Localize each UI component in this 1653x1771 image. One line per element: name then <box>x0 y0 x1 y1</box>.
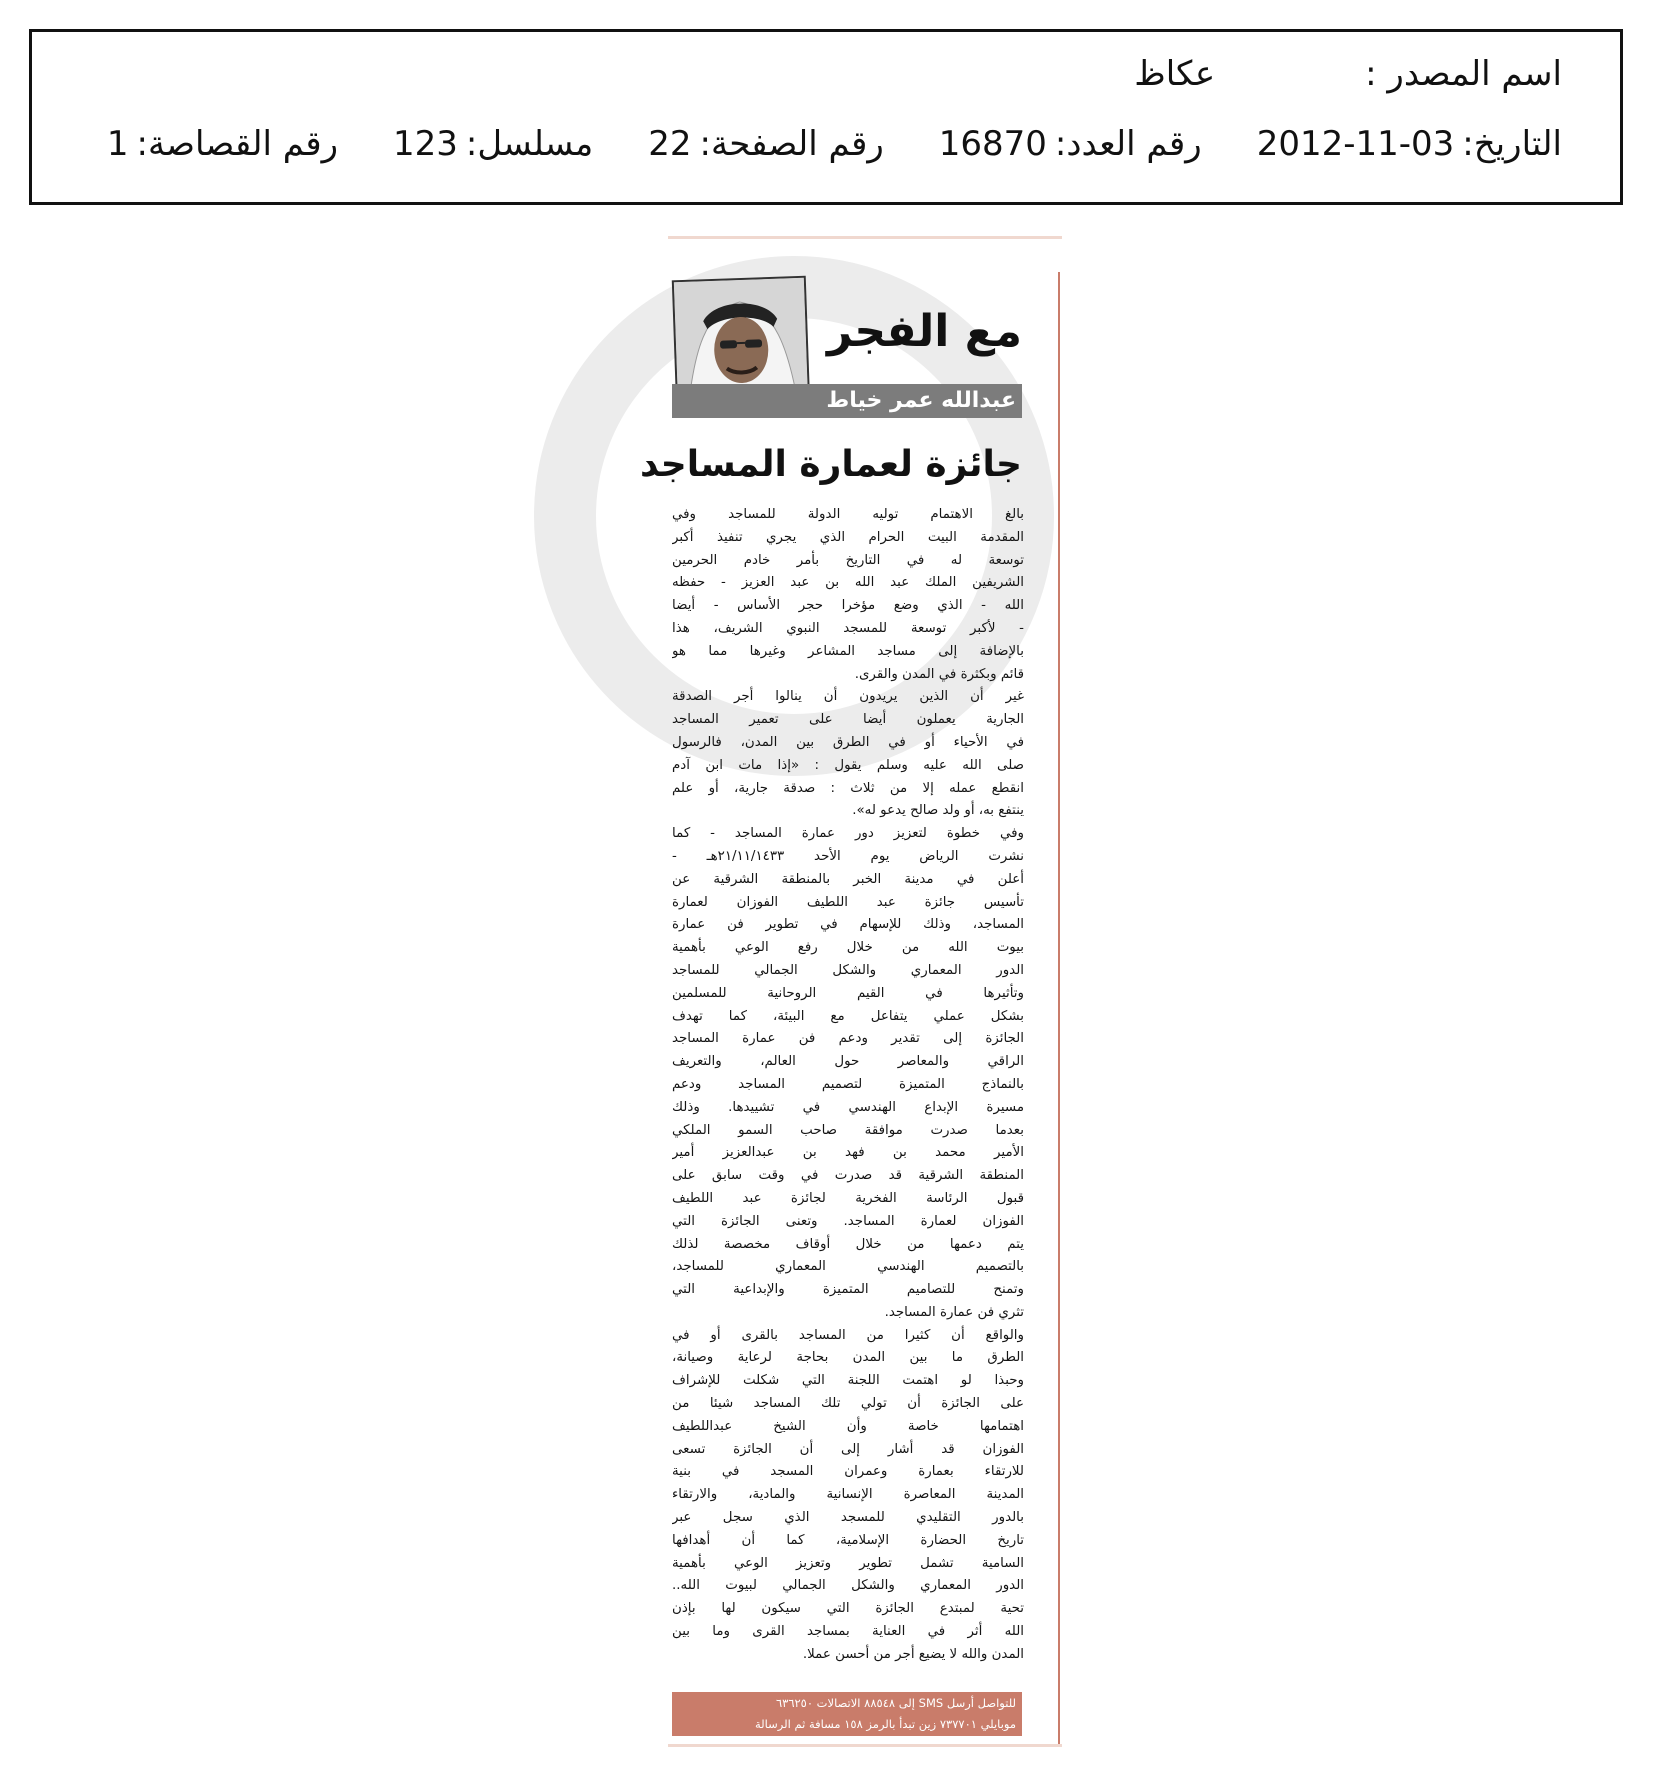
date-label: التاريخ: <box>1462 124 1562 164</box>
article-line: الدور المعماري والشكل الجمالي لبيوت الله.. <box>672 1578 1024 1594</box>
article-line: نشرت الرياض يوم الأحد ٢١/١١/١٤٣٣هـ - <box>672 848 1024 864</box>
meta-row <box>107 124 1562 164</box>
article-line: المدن والله لا يضيع أجر من أحسن عملا. <box>802 1646 1024 1662</box>
serial-field <box>393 124 593 164</box>
article-line: وفي خطوة لتعزيز دور عمارة المساجد - كما <box>672 826 1024 842</box>
article-title: جائزة لعمارة المساجد <box>639 444 1022 485</box>
source-value: عكاظ <box>1134 54 1216 94</box>
source-field <box>1365 54 1562 94</box>
article-line: وحبذا لو اهتمت اللجنة التي شكلت للإشراف <box>672 1373 1024 1389</box>
article-line: انقطع عمله إلا من ثلاث : صدقة جارية، أو علم <box>672 780 1024 796</box>
issue-label: رقم العدد: <box>1054 124 1202 164</box>
article-line: الفوزان قد أشار إلى أن الجائزة تسعى <box>672 1441 1024 1457</box>
clip-label: رقم القصاصة: <box>136 124 338 164</box>
author-name: عبدالله عمر خياط <box>826 388 1016 413</box>
clip-field <box>107 124 338 164</box>
author-bar <box>672 384 1022 418</box>
page-label: رقم الصفحة: <box>699 124 884 164</box>
column-title: مع الفجر <box>827 306 1022 357</box>
page-value: 22 <box>648 124 692 164</box>
article-line: الجائزة إلى تقدير ودعم فن عمارة المساجد <box>672 1031 1024 1047</box>
article-line: تحية لمبتدع الجائزة التي سيكون لها بإذن <box>672 1601 1024 1617</box>
date-field <box>1257 124 1562 164</box>
article-line: الشريفين الملك عبد الله بن عبد العزيز - حفظه <box>672 575 1024 591</box>
article-line: المنطقة الشرقية قد صدرت في وقت سابق على <box>672 1168 1024 1184</box>
article-line: بالدور التقليدي للمسجد الذي سجل عبر <box>672 1510 1024 1526</box>
article-line: بالنماذج المتميزة لتصميم المساجد ودعم <box>672 1076 1024 1092</box>
article-line: ينتفع به، أو ولد صالح يدعو له». <box>852 803 1024 819</box>
source-value-field <box>1134 54 1215 94</box>
footer-line-1: للتواصل أرسل SMS إلى ٨٨٥٤٨ الاتصالات ٦٣٦٢٥٠ <box>775 1696 1016 1710</box>
newspaper-clipping <box>592 236 1062 1751</box>
article-line: للارتقاء بعمارة وعمران المسجد في بنية <box>672 1464 1024 1480</box>
article-line: والواقع أن كثيرا من المساجد بالقرى أو في <box>672 1327 1024 1343</box>
article-line: الجارية يعملون أيضا على تعمير المساجد <box>672 712 1024 728</box>
article-line: الله - الذي وضع مؤخرا حجر الأساس - أيضا <box>672 598 1024 614</box>
article-line: أعلن في مدينة الخبر بالمنطقة الشرقية عن <box>672 871 1024 887</box>
article-line: وتأثيرها في القيم الروحانية للمسلمين <box>672 985 1024 1001</box>
article-line: تثري فن عمارة المساجد. <box>884 1304 1024 1320</box>
article-line: بالغ الاهتمام توليه الدولة للمساجد وفي <box>672 507 1024 522</box>
article-line: المدينة المعاصرة الإنسانية والمادية، والارتقاء <box>672 1487 1024 1503</box>
contact-footer <box>672 1692 1022 1736</box>
article-line: على الجائزة أن تولي تلك المساجد شيئا من <box>672 1396 1024 1412</box>
article-line: بيوت الله من خلال رفع الوعي بأهمية <box>672 940 1024 956</box>
article-line: المساجد، وذلك للإسهام في تطوير فن عمارة <box>672 917 1024 933</box>
article-line: وتمنح للتصاميم المتميزة والإبداعية التي <box>672 1282 1024 1298</box>
issue-field <box>939 124 1202 164</box>
article-line: غير أن الذين يريدون أن ينالوا أجر الصدقة <box>672 689 1024 705</box>
article-line: قائم وبكثرة في المدن والقرى. <box>854 666 1024 682</box>
column-header <box>672 278 1022 418</box>
column-rule <box>1058 272 1060 1747</box>
article-line: الفوزان لعمارة المساجد. وتعنى الجائزة التي <box>672 1213 1024 1229</box>
article-line: بالإضافة إلى مساجد المشاعر وغيرها مما هو <box>672 643 1024 659</box>
article-line: بالتصميم الهندسي المعماري للمساجد، <box>672 1259 1024 1275</box>
article-line: المقدمة البيت الحرام الذي يجري تنفيذ أكبر <box>672 529 1024 545</box>
top-divider <box>668 236 1062 239</box>
article-line: الراقي والمعاصر حول العالم، والتعريف <box>672 1054 1024 1070</box>
source-info-box <box>29 29 1623 205</box>
page-field <box>648 124 884 164</box>
article-line: قبول الرئاسة الفخرية لجائزة عبد اللطيف <box>672 1190 1024 1206</box>
article-line: يتم دعمها من خلال أوقاف مخصصة لذلك <box>672 1236 1024 1252</box>
article-line: مسيرة الإبداع الهندسي في تشييدها. وذلك <box>672 1099 1024 1115</box>
issue-value: 16870 <box>938 124 1047 164</box>
article-line: بشكل عملي يتفاعل مع البيئة، كما تهدف <box>672 1008 1024 1024</box>
article-line: الطرق ما بين المدن بحاجة لرعاية وصيانة، <box>672 1350 1024 1366</box>
article-body <box>672 504 1024 1667</box>
article-line: الأمير محمد بن فهد بن عبدالعزيز أمير <box>672 1145 1024 1161</box>
clip-value: 1 <box>106 124 129 164</box>
article-line: اهتمامها خاصة وأن الشيخ عبداللطيف <box>672 1418 1024 1434</box>
serial-label: مسلسل: <box>465 124 594 164</box>
article-line: الدور المعماري والشكل الجمالي للمساجد <box>672 962 1024 978</box>
source-row <box>1134 54 1562 94</box>
article-line: تأسيس جائزة عبد اللطيف الفوزان لعمارة <box>672 894 1024 910</box>
bottom-divider <box>668 1744 1062 1747</box>
article-line: - لأكبر توسعة للمسجد النبوي الشريف، هذا <box>672 620 1024 636</box>
article-line: في الأحياء أو في الطرق بين المدن، فالرسول <box>672 734 1024 750</box>
footer-line-2: موبايلي ٧٣٧٧٠١ زين تبدأ بالرمز ١٥٨ مسافة ثم الرسالة <box>754 1717 1016 1731</box>
source-label: اسم المصدر : <box>1365 54 1562 94</box>
date-value: 2012-11-03 <box>1256 124 1455 164</box>
article-line: السامية تشمل تطوير وتعزيز الوعي بأهمية <box>672 1555 1024 1571</box>
serial-value: 123 <box>393 124 458 164</box>
article-line: صلى الله عليه وسلم يقول : «إذا مات ابن آدم <box>672 757 1024 773</box>
article-line: تاريخ الحضارة الإسلامية، كما أن أهدافها <box>672 1532 1024 1548</box>
article-line: الله أثر في العناية بمساجد القرى وما بين <box>672 1624 1024 1640</box>
article-line: توسعة له في التاريخ بأمر خادم الحرمين <box>672 552 1024 568</box>
article-line: بعدما صدرت موافقة صاحب السمو الملكي <box>672 1122 1024 1138</box>
